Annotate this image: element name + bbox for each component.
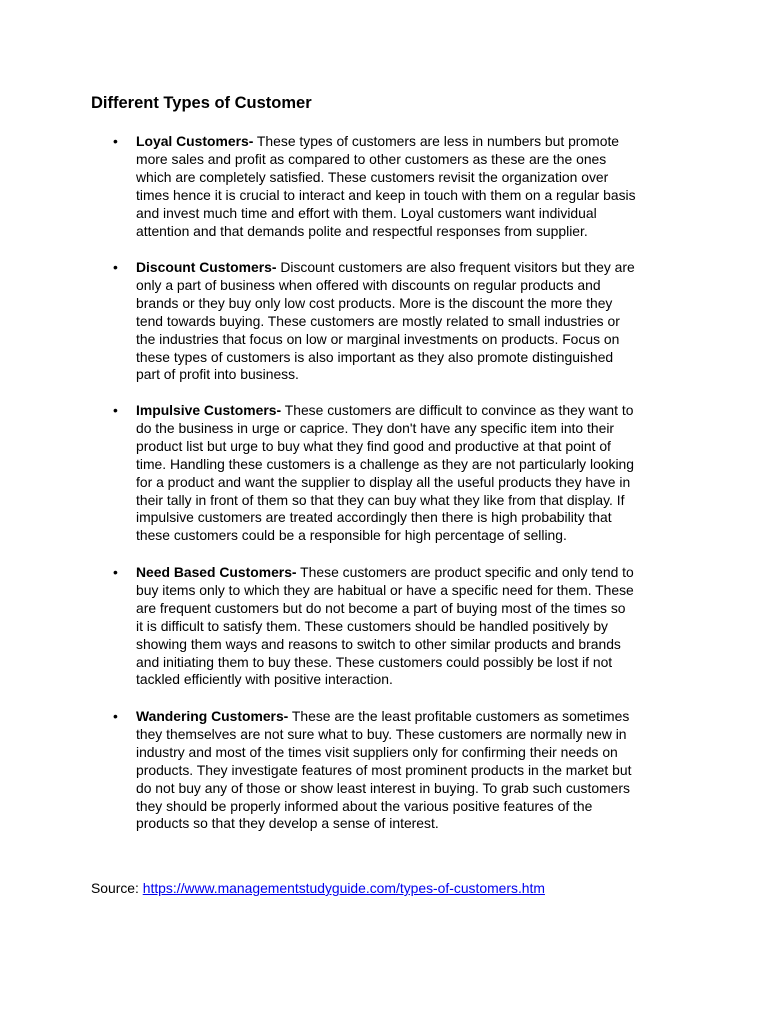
bullet-marker: • [113,564,118,580]
item-text: These customers are difficult to convince as they want to [281,402,634,418]
source-citation [91,880,545,898]
bullet-marker: • [113,133,118,149]
source-link[interactable]: https://www.managementstudyguide.com/types-of-customers.htm [142,880,545,896]
list-item-need-based-customers [113,564,684,689]
item-text: they should be properly informed about the various positive features of the [136,797,593,814]
item-text: impulsive customers are treated accordingly then there is high probability that [136,509,612,526]
source-label: Source: [91,880,143,896]
item-text: buy items only to which they are habitual or have a specific need for them. These [136,581,634,598]
item-text: Discount customers are also frequent visitors but they are [276,259,635,275]
item-text: brands or they buy only low cost products. More is the discount the more they [136,294,613,311]
item-term: Wandering Customers- [136,708,289,724]
item-text: and initiating them to buy these. These customers could possibly be lost if not [136,653,613,670]
bullet-marker: • [113,259,118,275]
item-text: products. They investigate features of most prominent products in the market but [136,761,632,778]
bullet-marker: • [113,708,118,724]
item-first-line [136,133,684,151]
item-text: part of profit into business. [136,366,299,383]
item-text: tend towards buying. These customers are mostly related to small industries or [136,312,620,329]
item-first-line [136,564,684,582]
item-text: products so that they develop a sense of interest. [136,815,439,832]
item-text: their tally in front of them so that they can buy what they like from that display. If [136,491,625,508]
item-text: showing them ways and reasons to switch to other similar products and brands [136,635,621,652]
list-item-discount-customers [113,259,684,384]
item-text: industry and most of the times visit suppliers only for confirming their needs on [136,743,618,760]
item-text: do not buy any of those or show least interest in buying. To grab such customers [136,779,630,796]
item-text: These are the least profitable customers as sometimes [288,708,630,724]
bullet-marker: • [113,402,118,418]
list-item-wandering-customers [113,708,684,833]
item-text: time. Handling these customers is a challenge as they are not particularly looking [136,455,635,472]
item-text: These customers are product specific and only tend to [296,564,634,580]
item-text: they themselves are not sure what to buy. These customers are normally new in [136,725,627,742]
item-text: it is difficult to satisfy them. These customers should be handled positively by [136,617,609,634]
item-text: for a product and want the supplier to display all the useful products they have in [136,473,631,490]
item-text: times hence it is crucial to interact and keep in touch with them on a regular basis [136,186,636,203]
item-text: and invest much time and effort with them. Loyal customers want individual [136,204,597,221]
item-text: are frequent customers but do not become a part of buying most of the times so [136,599,626,616]
item-text: only a part of business when offered with discounts on regular products and [136,276,601,293]
item-text: do the business in urge or caprice. They don't have any specific item into their [136,419,615,436]
item-text: attention and that demands polite and respectful responses from supplier. [136,222,588,239]
item-first-line [136,708,684,726]
item-text: which are completely satisfied. These customers revisit the organization over [136,168,609,185]
item-term: Loyal Customers- [136,133,254,149]
document-title: Different Types of Customer [91,94,312,112]
item-first-line [136,402,684,420]
item-first-line [136,259,684,277]
item-text: tackled efficiently with positive interaction. [136,671,393,688]
item-text: the industries that focus on low or marginal investments on products. Focus on [136,330,620,347]
item-text: product list but urge to buy what they find good and productive at that point of [136,437,611,454]
list-item-impulsive-customers [113,402,684,545]
item-term: Need Based Customers- [136,564,297,580]
item-text: these types of customers is also important as they also promote distinguished [136,348,614,365]
list-item-loyal-customers [113,133,684,240]
item-text: these customers could be a responsible for high percentage of selling. [136,527,567,544]
item-text: more sales and profit as compared to other customers as these are the ones [136,150,607,167]
item-text: These types of customers are less in numbers but promote [253,133,620,149]
item-term: Discount Customers- [136,259,277,275]
item-term: Impulsive Customers- [136,402,282,418]
